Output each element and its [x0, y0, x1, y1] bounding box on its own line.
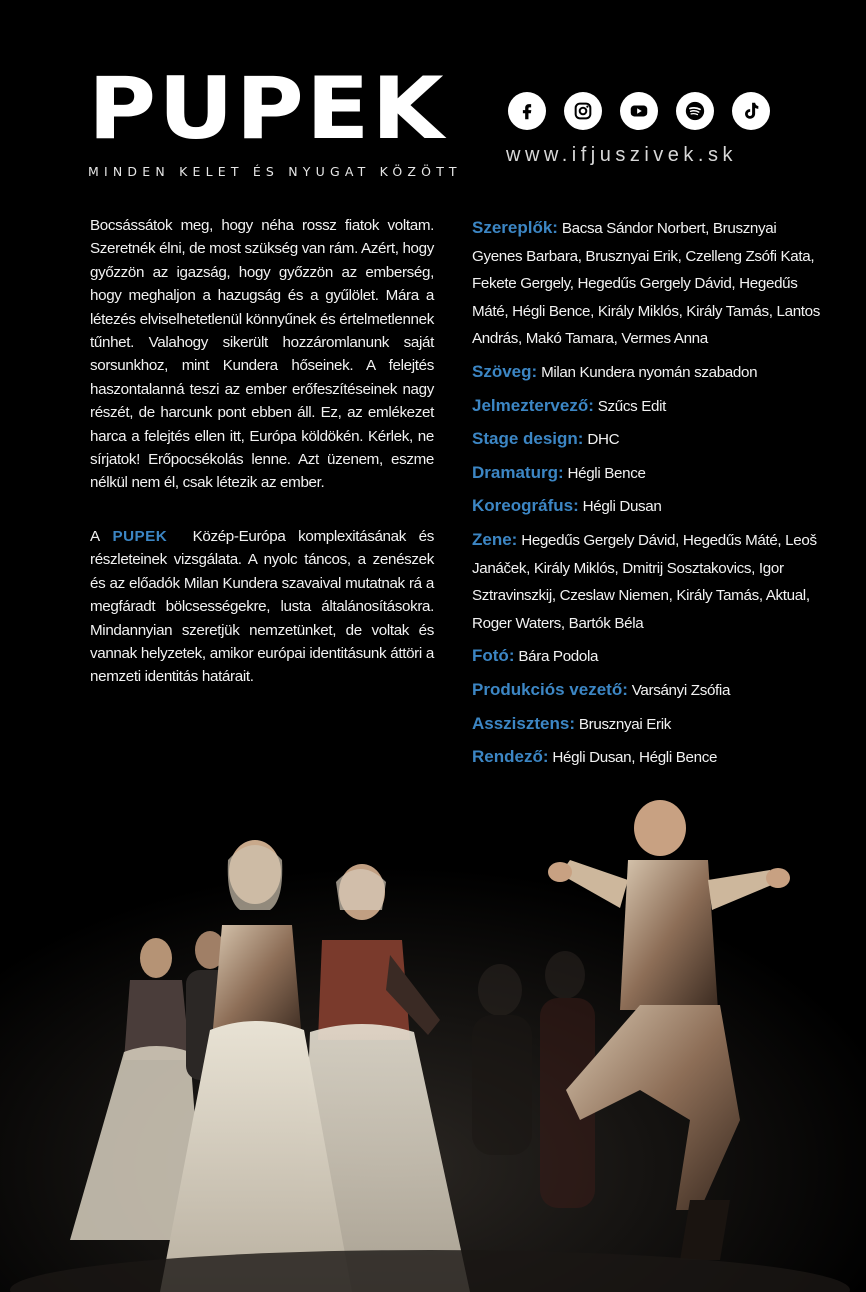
intro-paragraph-2 [90, 525, 434, 689]
credit-cast [472, 214, 824, 353]
credit-label: Szöveg: [472, 361, 538, 381]
instagram-icon[interactable] [564, 92, 602, 130]
dancers-illustration [0, 790, 866, 1292]
credit-assistant [472, 710, 824, 739]
credit-value: Bacsa Sándor Norbert, Brusznyai Gyenes Barbara, Brusznyai Erik, Czelleng Zsófi Kata, Fekete Gergely, Hegedűs Gergely Dávid, Hegedűs Máté, Hégli Bence, Király Miklós, Király Tamás, Lantos András, Makó Tamara, Vermes Anna [472, 220, 820, 348]
credit-stage-design [472, 425, 824, 454]
credit-production [472, 676, 824, 705]
logo-block [88, 59, 462, 179]
facebook-icon[interactable] [508, 92, 546, 130]
stage-photo [0, 790, 866, 1292]
paragraph-body: Közép-Európa komplexitásának és részleteinek vizsgálata. A nyolc táncos, a zenészek és az előadók Milan Kundera szavaival mutatnak rá a megfáradt bölcsességekre, lusta általánosításokra. Mindannyian szeretjük nemzetünket, de voltak és vannak helyzetek, amikor európai identitásunk áttöri a nemzeti identitás határait. [90, 527, 434, 686]
credit-choreographer [472, 492, 824, 521]
credit-label: Koreográfus: [472, 496, 579, 516]
credit-dramaturg [472, 459, 824, 488]
credit-value: Hégli Bence [567, 464, 646, 482]
credit-value: Hegedűs Gergely Dávid, Hegedűs Máté, Leoš Janáček, Király Miklós, Dmitrij Sosztakovics, Igor Sztravinszkij, Czeslaw Niemen, Király Tamás, Aktual, Roger Waters, Bartók Béla [472, 531, 817, 632]
credit-text [472, 358, 824, 387]
credit-director [472, 743, 824, 772]
credit-value: DHC [587, 431, 620, 449]
paragraph-prefix: A [90, 527, 100, 545]
website-url[interactable]: www.ifjuszivek.sk [506, 144, 737, 166]
credit-value: Hégli Dusan, Hégli Bence [552, 749, 718, 767]
spotify-icon[interactable] [676, 92, 714, 130]
credit-value: Szűcs Edit [597, 397, 667, 415]
credit-value: Brusznyai Erik [578, 715, 672, 733]
intro-text [90, 214, 434, 689]
social-block [506, 92, 776, 167]
logo-title: PUPEK [88, 59, 446, 159]
credit-label: Produkciós vezető: [472, 679, 628, 699]
credit-photo [472, 642, 824, 671]
intro-paragraph-1: Bocsássátok meg, hogy néha rossz fiatok voltam. Szeretnék élni, de most szükség van rám. Azért, hogy győzzön az igazság, hogy győzzön az emberség, hogy meghaljon a hazugság és a gyűlölet. Mára a létezés elviselhetetlenül könnyűnek és értelmetlennek tűnhet. Valahogy sikerült hozzáromlanunk saját sorsunkhoz, mint Kundera hőseinek. A felejtés haszontalanná teszi az ember erőfeszítéseinek nagy részét, de harcunk pont ebben áll. Ez, az emlékezet harca a felejtés ellen itt, Európa köldökén. Kérlek, ne sírjatok! Erőpocsékolás lenne. Azt üzenem, eszme nélkül nem él, csak létezik az ember. [90, 217, 434, 492]
credit-value: Varsányi Zsófia [631, 681, 731, 699]
credit-label: Rendező: [472, 747, 549, 767]
tiktok-icon[interactable] [732, 92, 770, 130]
credit-value: Bára Podola [518, 648, 599, 666]
credit-label: Dramaturg: [472, 462, 564, 482]
logo-tagline: MINDEN KELET ÉS NYUGAT KÖZÖTT [88, 164, 462, 179]
credit-label: Stage design: [472, 429, 584, 449]
brand-name: PUPEK [112, 527, 168, 545]
credit-value: Milan Kundera nyomán szabadon [541, 363, 758, 381]
credit-label: Zene: [472, 529, 518, 549]
youtube-icon[interactable] [620, 92, 658, 130]
credit-label: Szereplők: [472, 218, 558, 237]
credit-label: Jelmeztervező: [472, 395, 594, 415]
social-icons [506, 92, 776, 130]
credit-label: Fotó: [472, 646, 515, 666]
credit-music [472, 526, 824, 637]
credit-label: Asszisztens: [472, 713, 575, 733]
credit-costume [472, 392, 824, 421]
credits-list [472, 214, 824, 777]
credit-value: Hégli Dusan [582, 498, 662, 516]
